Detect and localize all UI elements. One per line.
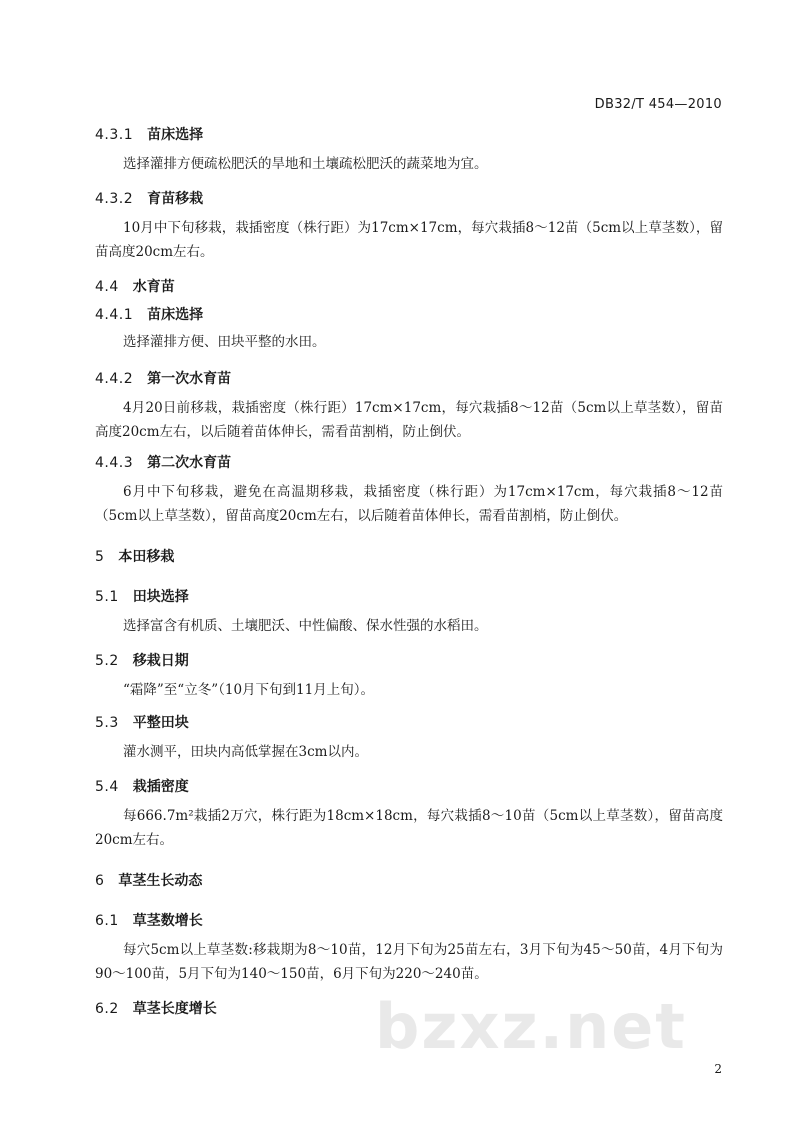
section-heading bbox=[95, 124, 203, 144]
section-number: 4.3.1 bbox=[95, 127, 134, 143]
section-number: 5.3 bbox=[95, 715, 119, 731]
section-heading bbox=[95, 452, 231, 472]
watermark-logo: bzxz.net bbox=[375, 990, 687, 1063]
section-title: 水育苗 bbox=[132, 279, 175, 295]
section-heading bbox=[95, 304, 203, 324]
section-number: 6.1 bbox=[95, 913, 119, 929]
section-title: 第二次水育苗 bbox=[147, 455, 232, 471]
standard-code: DB32/T 454—2010 bbox=[594, 97, 722, 112]
section-number: 4.4 bbox=[95, 279, 119, 295]
section-heading bbox=[95, 910, 203, 930]
section-number: 4.4.2 bbox=[95, 371, 134, 387]
section-heading bbox=[95, 546, 174, 566]
paragraph: 6月中下旬移栽，避免在高温期移栽，栽插密度（株行距）为17cm×17cm，每穴栽插8～12苗（5cm以上草茎数），留苗高度20cm左右，以后随着苗体伸长，需看苗割梢，防止倒伏。 bbox=[95, 484, 723, 524]
section-heading bbox=[95, 712, 189, 732]
section-title: 第一次水育苗 bbox=[147, 371, 232, 387]
section-number: 4.4.1 bbox=[95, 307, 134, 323]
section-heading bbox=[95, 586, 189, 606]
section-title: 草茎长度增长 bbox=[132, 1001, 217, 1017]
paragraph: 10月中下旬移栽，栽插密度（株行距）为17cm×17cm，每穴栽插8～12苗（5cm以上草茎数），留苗高度20cm左右。 bbox=[95, 220, 723, 260]
section-heading bbox=[95, 276, 175, 296]
section-number: 6.2 bbox=[95, 1001, 119, 1017]
section-title: 本田移栽 bbox=[118, 549, 175, 565]
section-heading bbox=[95, 998, 217, 1018]
section-number: 4.4.3 bbox=[95, 455, 134, 471]
section-number: 5.2 bbox=[95, 653, 119, 669]
paragraph: 选择灌排方便疏松肥沃的旱地和土壤疏松肥沃的蔬菜地为宜。 bbox=[123, 156, 488, 172]
section-title: 草茎数增长 bbox=[132, 913, 203, 929]
paragraph: 灌水测平，田块内高低掌握在3cm以内。 bbox=[123, 744, 368, 760]
section-title: 田块选择 bbox=[132, 589, 189, 605]
section-title: 草茎生长动态 bbox=[118, 873, 203, 889]
section-number: 5.4 bbox=[95, 779, 119, 795]
section-number: 5 bbox=[95, 549, 105, 565]
paragraph: 每穴5cm以上草茎数:移栽期为8～10苗，12月下旬为25苗左右，3月下旬为45～50苗，4月下旬为90～100苗，5月下旬为140～150苗，6月下旬为220～240苗。 bbox=[95, 942, 723, 982]
paragraph: 每666.7m²栽插2万穴，株行距为18cm×18cm，每穴栽插8～10苗（5cm以上草茎数），留苗高度20cm左右。 bbox=[95, 808, 723, 848]
section-title: 移栽日期 bbox=[132, 653, 189, 669]
page-number: 2 bbox=[714, 1062, 722, 1076]
section-heading bbox=[95, 368, 231, 388]
section-title: 苗床选择 bbox=[147, 307, 204, 323]
section-title: 苗床选择 bbox=[147, 127, 204, 143]
section-heading bbox=[95, 870, 202, 890]
section-heading bbox=[95, 188, 203, 208]
section-number: 6 bbox=[95, 873, 105, 889]
section-title: 育苗移栽 bbox=[147, 191, 204, 207]
paragraph: 选择富含有机质、土壤肥沃、中性偏酸、保水性强的水稻田。 bbox=[123, 618, 488, 634]
section-title: 平整田块 bbox=[132, 715, 189, 731]
section-heading bbox=[95, 650, 189, 670]
paragraph: “霜降”至“立冬”（10月下旬到11月上旬）。 bbox=[123, 682, 374, 698]
section-heading bbox=[95, 776, 189, 796]
paragraph: 选择灌排方便、田块平整的水田。 bbox=[123, 334, 326, 350]
section-title: 栽插密度 bbox=[132, 779, 189, 795]
section-number: 5.1 bbox=[95, 589, 119, 605]
section-number: 4.3.2 bbox=[95, 191, 134, 207]
paragraph: 4月20日前移栽，栽插密度（株行距）17cm×17cm，每穴栽插8～12苗（5cm以上草茎数），留苗高度20cm左右，以后随着苗体伸长，需看苗割梢，防止倒伏。 bbox=[95, 400, 723, 440]
